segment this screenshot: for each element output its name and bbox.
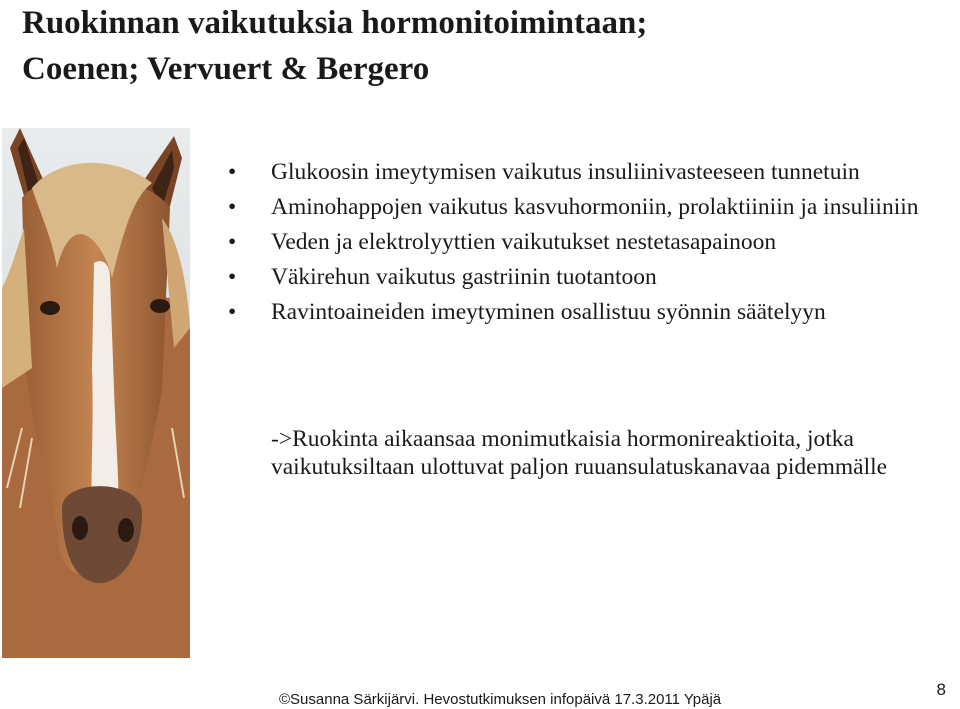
bullet-item: • Ravintoaineiden imeytyminen osallistuu syönnin säätelyyn xyxy=(228,298,928,326)
page-number: 8 xyxy=(936,680,946,699)
bullet-item: • Glukoosin imeytymisen vaikutus insuliinivasteeseen tunnetuin xyxy=(228,158,928,186)
title-line-1: Ruokinnan vaikutuksia hormonitoimintaan; xyxy=(22,5,648,41)
slide-title xyxy=(22,0,647,92)
bullet-list xyxy=(228,158,928,333)
footer-credit: ©Susanna Särkijärvi. Hevostutkimuksen infopäivä 17.3.2011 Ypäjä xyxy=(279,691,722,708)
bullet-item: • Aminohappojen vaikutus kasvuhormoniin, prolaktiiniin ja insuliiniin xyxy=(228,193,928,221)
bullet-item: • Veden ja elektrolyyttien vaikutukset nestetasapainoon xyxy=(228,228,928,256)
horse-photo xyxy=(2,128,190,658)
bullet-item: • Väkirehun vaikutus gastriinin tuotantoon xyxy=(228,263,928,291)
horse-illustration xyxy=(2,128,190,658)
conclusion-note: ->Ruokinta aikaansaa monimutkaisia hormonireaktioita, jotka vaikutuksiltaan ulottuvat paljon ruuansulatuskanavaa pidemmälle xyxy=(271,426,888,480)
title-line-2: Coenen; Vervuert & Bergero xyxy=(22,51,430,87)
